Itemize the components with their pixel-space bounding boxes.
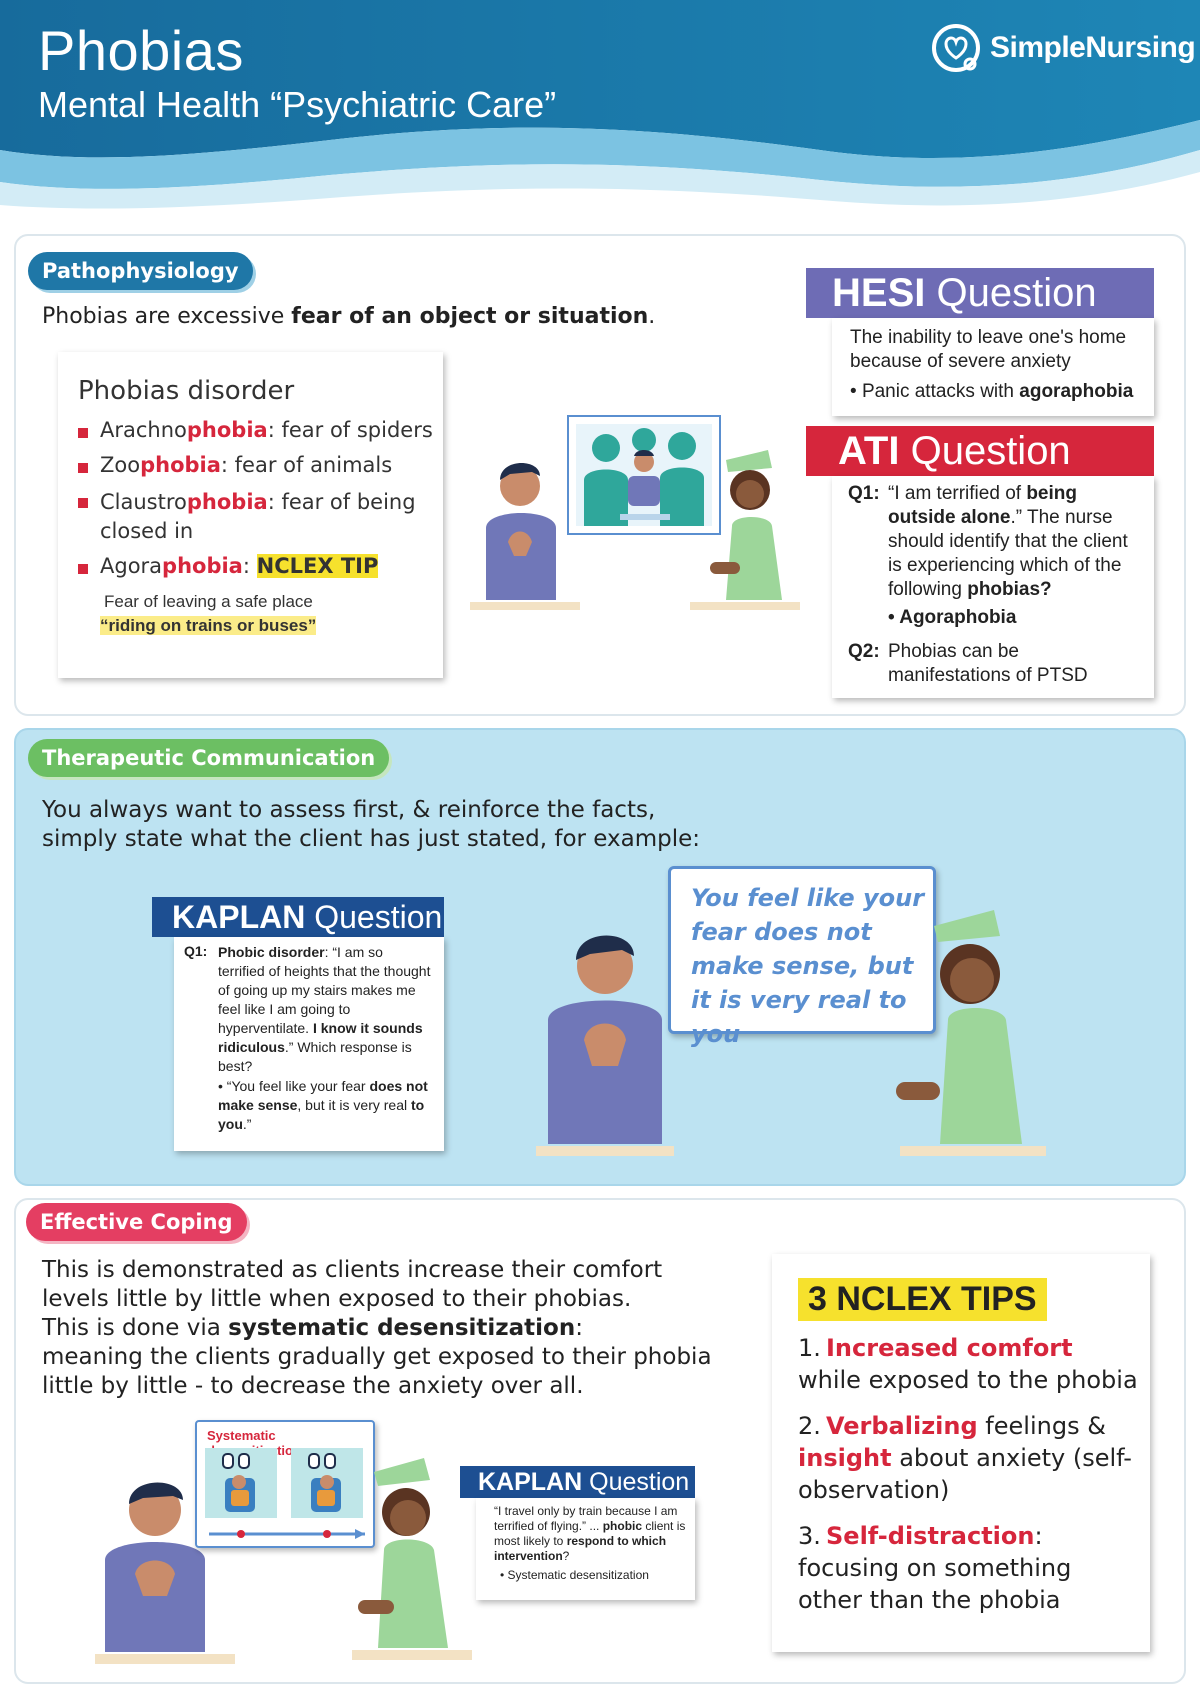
hesi-question-text: The inability to leave one's home because of severe anxiety (850, 327, 1127, 372)
kaplan-ans-a: “You feel like your fear (226, 1078, 370, 1094)
ati-q1-a: “I am terrified of (888, 483, 1027, 504)
list-item (78, 488, 423, 546)
item-prefix: Zoo (100, 453, 141, 477)
coping-line-1: This is demonstrated as clients increase their comfort (42, 1257, 663, 1283)
list-item (78, 453, 392, 477)
item-rest: : fear of being closed in (100, 490, 416, 543)
kaplan-q2-b: phobic (602, 1519, 643, 1533)
anxious-patient-figure (530, 920, 680, 1160)
coping-line-5: little by little - to decrease the anxiety over all. (42, 1373, 584, 1399)
therapeutic-line-2: simply state what the client has just stated, for example: (42, 826, 701, 852)
square-bullet-icon (78, 564, 88, 574)
coping-description (42, 1256, 712, 1401)
tip-highlight: Increased comfort (826, 1334, 1073, 1362)
item-highlight: phobia (186, 418, 268, 442)
item-prefix: Arachno (100, 418, 187, 442)
nclex-tip-badge: NCLEX TIP (256, 554, 379, 578)
coping-line-3-end: : (575, 1315, 583, 1341)
intro-text: Phobias are excessive (42, 304, 292, 329)
page-subtitle: Mental Health “Psychiatric Care” (38, 84, 557, 125)
kaplan-q1-label: Q1: (184, 943, 208, 959)
tip-number: 3. (798, 1522, 821, 1550)
hesi-answer-bold: agoraphobia (1019, 381, 1134, 402)
intro-bold-text: fear of an object or situation (291, 304, 649, 329)
item-highlight: phobia (162, 554, 243, 578)
nurse-figure (352, 1450, 472, 1664)
kaplan-q2-d: respond to which intervention (494, 1534, 667, 1563)
tip-text: feelings & (977, 1412, 1106, 1440)
ati-q1-answer-text: Agoraphobia (899, 607, 1017, 628)
list-item-text (100, 554, 378, 578)
item-rest: : fear of spiders (267, 418, 433, 442)
ati-question-card (832, 476, 1154, 698)
kaplan-q2-text (494, 1504, 686, 1564)
systematic-desensitization-panel (195, 1420, 375, 1548)
tip-number: 1. (798, 1334, 821, 1362)
page-title: Phobias (38, 19, 244, 82)
pathophysiology-intro (42, 304, 655, 329)
hesi-question-card (832, 318, 1154, 416)
hesi-banner-bold: HESI (832, 271, 926, 315)
tip-text: while exposed to the phobia (798, 1366, 1138, 1394)
kaplan-q2-a: “I travel only by train because I am terrified of flying.” ... (494, 1504, 678, 1533)
kaplan-q1-answer: • “You feel like your fear does not make sense, but it is very real to you.” (218, 1078, 428, 1132)
coping-line-3-plain: This is done via (42, 1315, 229, 1341)
kaplan-ans-d: to you (218, 1097, 425, 1132)
kaplan-q1-a: Phobic disorder (218, 944, 325, 960)
list-item (798, 1520, 1138, 1616)
effective-coping-label: Effective Coping (26, 1203, 247, 1241)
coping-line-3-bold: systematic desensitization (228, 1315, 576, 1341)
kaplan-question-card (174, 937, 444, 1151)
square-bullet-icon (78, 428, 88, 438)
kaplan-banner-bold: KAPLAN (478, 1468, 583, 1496)
therapeutic-line-1: You always want to assess first, & reinforce the facts, (42, 797, 656, 823)
kaplan-question-banner (152, 897, 444, 937)
square-bullet-icon (78, 498, 88, 508)
ati-question-banner (806, 426, 1154, 476)
nclex-tips-card (772, 1254, 1150, 1652)
tip-number: 2. (798, 1412, 821, 1440)
tip-text-2: about anxiety (self-observation) (798, 1444, 1132, 1504)
ati-q1-c: .” The nurse should identify that the client is experiencing which of the following (888, 507, 1128, 600)
kaplan-q2-answer-text: Systematic desensitization (507, 1568, 649, 1582)
nclex-tips-title: 3 NCLEX TIPS (798, 1278, 1047, 1321)
list-item (798, 1410, 1138, 1506)
item-rest: : fear of animals (220, 453, 393, 477)
patient-nurse-illustration (470, 410, 800, 615)
agora-example (100, 616, 316, 636)
kaplan-banner-rest: Question (305, 899, 443, 935)
hesi-answer: • Panic attacks with agoraphobia (850, 381, 1134, 402)
hesi-banner-rest: Question (925, 271, 1097, 315)
nurse-figure (890, 896, 1050, 1160)
list-item (78, 554, 378, 578)
desensitization-panel-title: Systematic (207, 1428, 276, 1443)
item-rest: : (242, 554, 250, 578)
tip-highlight-2: insight (798, 1444, 892, 1472)
ati-q1-answer: • Agoraphobia (888, 607, 1017, 628)
kaplan-q1-d: .” Which response is best? (218, 1039, 412, 1074)
agora-note: Fear of leaving a safe place (104, 592, 313, 611)
tip-highlight: Self-distraction (826, 1522, 1035, 1550)
airplane-seat-icon (205, 1448, 369, 1542)
hesi-answer-text: Panic attacks with (861, 381, 1020, 402)
coping-line-3 (42, 1314, 712, 1343)
item-highlight: phobia (186, 490, 268, 514)
crowd-screen-icon (568, 416, 720, 534)
list-item (798, 1332, 1138, 1396)
coping-line-2: levels little by little when exposed to their phobias. (42, 1286, 632, 1312)
agora-example-text: “riding on trains or buses” (100, 616, 317, 635)
coping-line-4: meaning the clients gradually get exposed to their phobia (42, 1344, 712, 1370)
disorder-card-title: Phobias disorder (78, 376, 295, 406)
kaplan-q2-c: client is most likely to (494, 1519, 686, 1548)
anxious-patient-figure (470, 463, 580, 610)
kaplan-ans-b: does not make sense (218, 1078, 428, 1113)
kaplan-q1-c: I know it sounds ridiculous (218, 1020, 423, 1055)
page-header (0, 0, 1200, 215)
item-highlight: phobia (140, 453, 221, 477)
list-item-text (100, 418, 433, 442)
brand-logo[interactable] (930, 22, 1195, 74)
ati-q1-text (888, 482, 1144, 602)
list-item-text (100, 488, 423, 546)
kaplan-ans-c: , but it is very real (297, 1097, 411, 1113)
kaplan-q1-text (218, 943, 432, 1076)
kaplan-q2-e: ? (562, 1549, 570, 1563)
list-item-text (100, 453, 392, 477)
square-bullet-icon (78, 463, 88, 473)
kaplan-ans-e: .” (242, 1116, 252, 1132)
ati-q2-label: Q2: (848, 641, 880, 662)
brand-name: SimpleNursing (990, 31, 1196, 64)
ati-q1-label: Q1: (848, 483, 880, 504)
kaplan-banner-bold: KAPLAN (172, 899, 306, 935)
therapeutic-intro (42, 796, 700, 854)
kaplan-q2-answer: • Systematic desensitization (500, 1568, 649, 1582)
speech-bubble-text: You feel like your fear does not make sense, but it is very real to you (691, 884, 925, 1048)
item-prefix: Claustro (100, 490, 187, 514)
therapeutic-communication-label: Therapeutic Communication (28, 739, 389, 777)
intro-end-text: . (648, 304, 656, 329)
ati-q1-b: being outside alone (888, 483, 1077, 528)
pathophysiology-label: Pathophysiology (28, 252, 253, 290)
item-prefix: Agora (100, 554, 163, 578)
phobias-disorder-card (58, 352, 443, 678)
kaplan-question-banner (460, 1466, 695, 1498)
tip-highlight: Verbalizing (826, 1412, 978, 1440)
stethoscope-heart-icon (930, 22, 982, 74)
kaplan-question-card (476, 1498, 695, 1600)
ati-banner-rest: Question (899, 429, 1071, 473)
ati-q2-text: Phobias can be manifestations of PTSD (888, 641, 1088, 686)
tip-text: : focusing on something other than the phobia (798, 1522, 1072, 1614)
ati-banner-bold: ATI (838, 429, 900, 473)
kaplan-banner-rest: Question (582, 1468, 690, 1496)
ati-q1-d: phobias? (967, 579, 1052, 600)
list-item (78, 418, 433, 442)
hesi-question-banner (806, 268, 1154, 318)
kaplan-q1-b: : “I am so terrified of heights that the thought of going up my stairs makes me feel like I am going to hyperventilate. (218, 944, 431, 1036)
